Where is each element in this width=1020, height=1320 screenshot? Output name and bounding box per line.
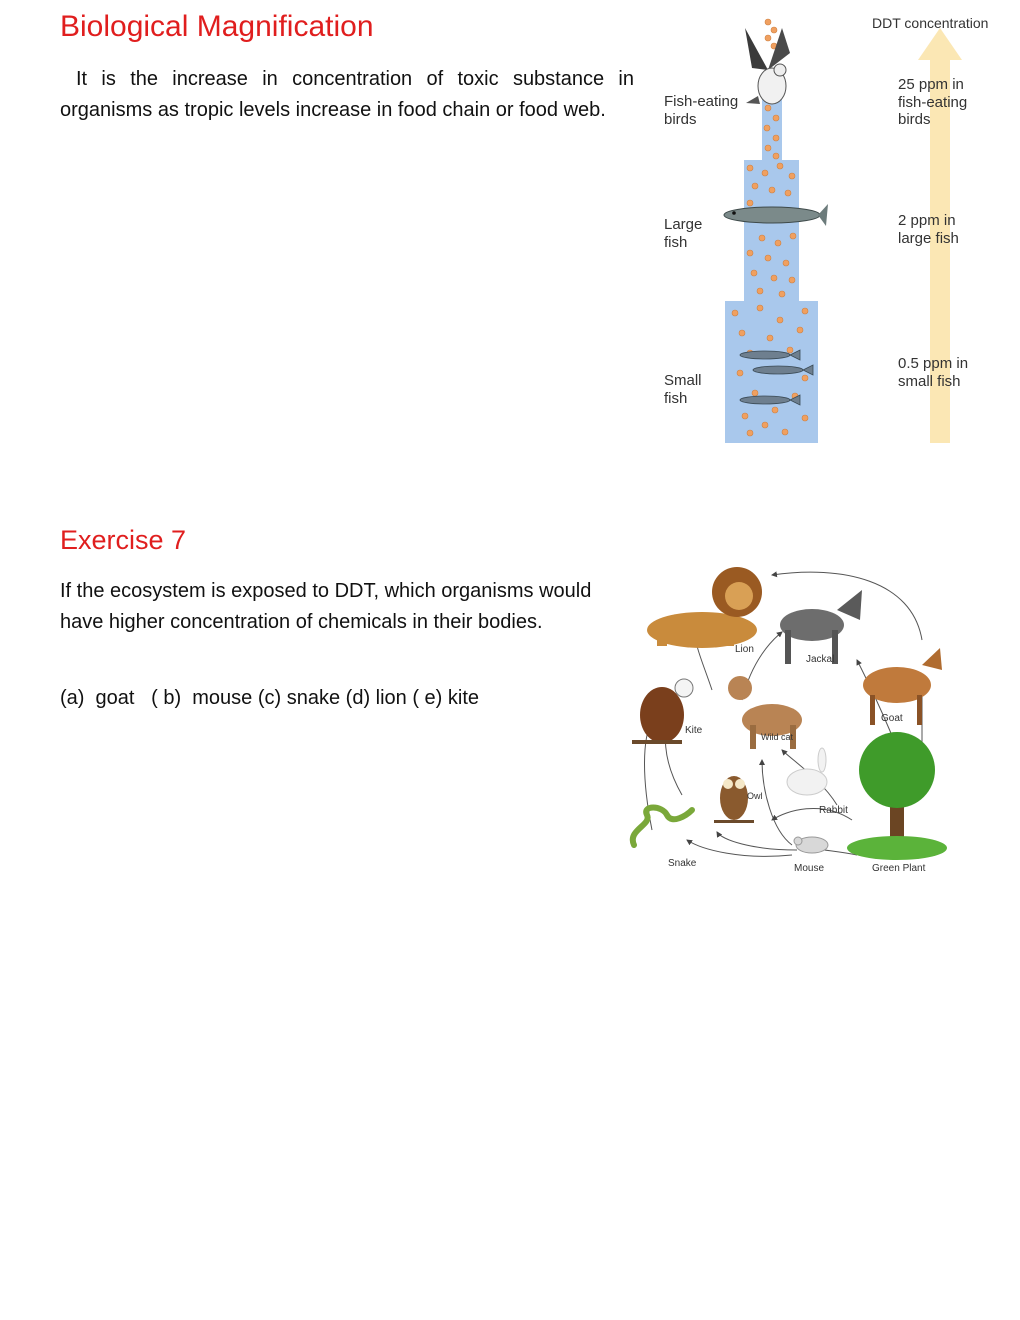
mouse-icon xyxy=(794,837,828,853)
kite-icon xyxy=(632,679,693,744)
ppm-large-fish-1: 2 ppm in xyxy=(898,212,956,229)
definition-paragraph: It is the increase in concentration of toxic substance in organisms as tropic levels increase in food chain or food web. xyxy=(60,68,634,121)
section-title: Biological Magnification xyxy=(60,10,374,43)
ppm-birds-3: birds xyxy=(898,111,931,128)
label-fish-eating-birds: Fish-eating xyxy=(664,93,739,110)
label-snake: Snake xyxy=(668,858,697,869)
label-mouse: Mouse xyxy=(794,863,825,874)
label-kite: Kite xyxy=(685,725,703,736)
jackal-icon xyxy=(780,590,862,664)
biomagnification-figure xyxy=(650,8,1010,448)
large-fish-icon xyxy=(724,204,828,226)
label-birds: birds xyxy=(664,111,697,128)
food-web-figure xyxy=(622,560,952,880)
ddt-header: DDT concentration xyxy=(872,15,989,31)
label-rabbit: Rabbit xyxy=(819,805,848,816)
ppm-large-fish-2: large fish xyxy=(898,230,959,247)
label-large-fish: fish xyxy=(664,234,688,251)
label-green-plant: Green Plant xyxy=(872,863,926,874)
lion-icon xyxy=(647,567,762,648)
rabbit-icon xyxy=(787,748,827,795)
label-small: Small xyxy=(664,372,702,389)
label-wild-cat: Wild cat xyxy=(761,732,794,742)
ppm-birds-2: fish-eating xyxy=(898,94,968,111)
ppm-small-fish-2: small fish xyxy=(898,373,961,390)
ppm-small-fish-1: 0.5 ppm in xyxy=(898,355,969,372)
label-lion: Lion xyxy=(735,644,754,655)
label-small-fish: fish xyxy=(664,390,688,407)
label-jackal: Jackal xyxy=(806,654,835,665)
label-owl: Owl xyxy=(747,791,763,801)
label-goat: Goat xyxy=(881,713,903,724)
ppm-birds-1: 25 ppm in xyxy=(898,76,964,93)
exercise-options: (a) goat ( b) mouse (c) snake (d) lion ( e) kite xyxy=(60,687,480,709)
exercise-title: Exercise 7 xyxy=(60,525,187,555)
exercise-question: If the ecosystem is exposed to DDT, which organisms would have higher concentration of chemicals in their bodies. xyxy=(60,580,592,633)
snake-icon xyxy=(633,808,692,846)
green-plant-icon xyxy=(847,732,947,860)
label-large: Large xyxy=(664,216,703,233)
